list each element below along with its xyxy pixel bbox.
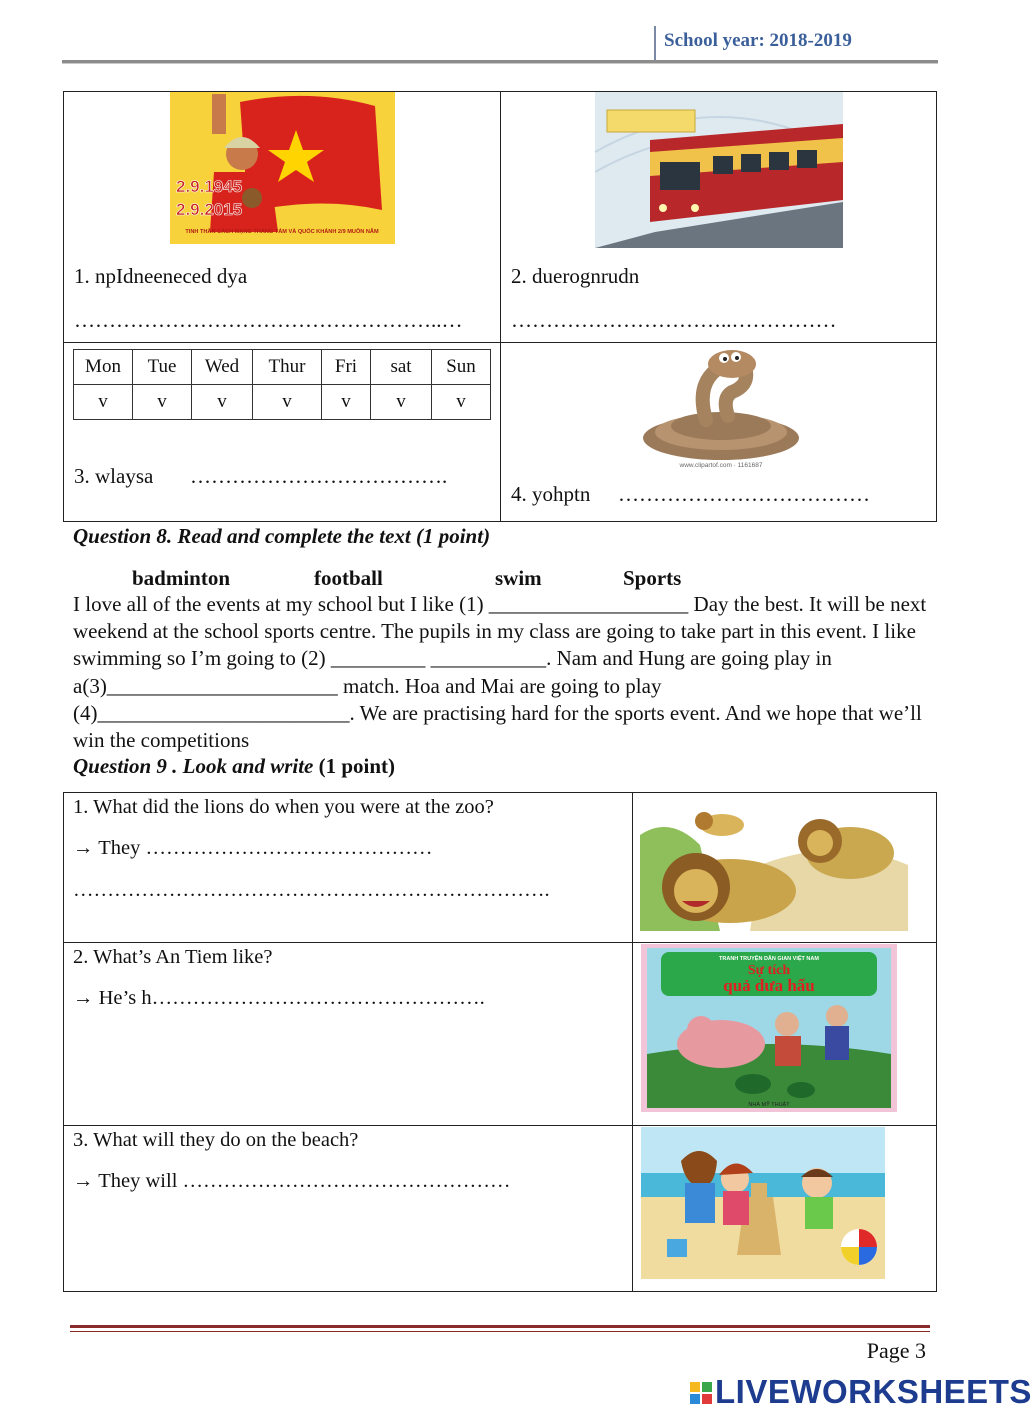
- day-cell: Sun: [432, 350, 491, 385]
- q7-item-2-answer[interactable]: …………………………..……………: [511, 308, 837, 332]
- poster-date-1945: 2.9.1945: [176, 177, 243, 196]
- book-publisher: NHÀ MỸ THUẬT: [748, 1102, 790, 1108]
- q7-item-4-label: 4. yohptn: [511, 482, 591, 506]
- day-cell: Fri: [322, 350, 371, 385]
- header-divider: [654, 26, 656, 62]
- day-cell: Tue: [133, 350, 192, 385]
- book-title-line2: quả dưa hấu: [723, 976, 815, 995]
- underground-train-image: [595, 92, 843, 248]
- q9-item-3-question: 3. What will they do on the beach?: [73, 1129, 359, 1151]
- q7-item-4-answer[interactable]: ………………………………: [618, 482, 870, 506]
- mark-cell: v: [371, 385, 432, 420]
- days-mark-row: [74, 385, 491, 420]
- day-cell: Wed: [192, 350, 253, 385]
- q9-item-2-question: 2. What’s An Tiem like?: [73, 946, 273, 968]
- q7-item-1-label: 1. npIdneeneced dya: [74, 264, 248, 288]
- days-table: [73, 349, 491, 420]
- liveworksheets-logo[interactable]: [690, 1373, 1032, 1411]
- word-bank-badminton: badminton: [132, 566, 231, 590]
- footer-rule-thin: [70, 1331, 930, 1332]
- q7-item-3-answer[interactable]: ……………………………….: [190, 464, 448, 488]
- mark-cell: v: [432, 385, 491, 420]
- q9-title: [73, 754, 395, 779]
- book-title-line1: Sự tích: [747, 963, 791, 978]
- q7-item-1-answer[interactable]: ……………………………………………..…: [74, 308, 463, 332]
- q9-item-3-answer[interactable]: → They will …………………………………………: [73, 1170, 511, 1192]
- mark-cell: v: [192, 385, 253, 420]
- q7-item-2-label: 2. duerognrudn: [511, 264, 640, 288]
- days-header-row: [74, 350, 491, 385]
- lions-image: [640, 795, 908, 931]
- q8-title: Question 8. Read and complete the text (1 point): [73, 524, 491, 548]
- q9-item-2-answer[interactable]: → He’s h………………………………………….: [73, 987, 485, 1009]
- mark-cell: v: [253, 385, 322, 420]
- python-snake-image: [636, 346, 806, 470]
- beach-sandcastle-image: [641, 1127, 885, 1279]
- word-bank-football: football: [314, 566, 383, 590]
- poster-date-2015: 2.9.2015: [176, 200, 243, 219]
- q9-title-text: Question 9 . Look and write: [73, 754, 314, 778]
- day-cell: Mon: [74, 350, 133, 385]
- book-series: TRANH TRUYỆN DÂN GIAN VIỆT NAM: [719, 956, 819, 962]
- snake-image-caption: www.clipartof.com · 1161687: [679, 462, 763, 469]
- header-rule-thin: [62, 63, 938, 64]
- liveworksheets-wordmark: LIVEWORKSHEETS: [715, 1373, 1032, 1410]
- day-cell: sat: [371, 350, 432, 385]
- q9-item-1-answer-line2[interactable]: …………………………………………………………….: [73, 879, 550, 901]
- independence-day-poster: [170, 92, 395, 244]
- word-bank-sports: Sports: [623, 566, 682, 590]
- q9-item-1-answer[interactable]: → They ……………………………………: [73, 837, 433, 859]
- q8-passage[interactable]: I love all of the events at my school but I like (1) ___________________ Day the best. It will be next weekend at the school sports centre. The pupils in my class are going to take part in this event. I like swimming so I’m going to (2) _________ ___________. Nam and Hung are going play in a(3)______________________ match. Hoa and Mai are going to play (4)________________________. We are practising hard for the sports event. And we hope that we’ll win the competitions: [73, 592, 927, 753]
- poster-caption: TINH THẦN CÁCH MẠNG THÁNG TÁM VÀ QUỐC KHÁNH 2/9 MUÔN NĂM: [185, 229, 379, 235]
- mark-cell: v: [133, 385, 192, 420]
- liveworksheets-icon: [690, 1382, 712, 1406]
- q7-item-3-label: 3. wlaysa: [74, 464, 154, 488]
- page-number: Page 3: [866, 1338, 926, 1363]
- word-bank-swim: swim: [495, 566, 542, 590]
- watermelon-book-cover: [641, 944, 897, 1112]
- q9-item-1-question: 1. What did the lions do when you were at the zoo?: [73, 796, 494, 818]
- mark-cell: v: [74, 385, 133, 420]
- day-cell: Thur: [253, 350, 322, 385]
- q9-points: (1 point): [318, 754, 396, 778]
- footer-rule: [70, 1325, 930, 1328]
- school-year: School year: 2018-2019: [664, 30, 852, 51]
- mark-cell: v: [322, 385, 371, 420]
